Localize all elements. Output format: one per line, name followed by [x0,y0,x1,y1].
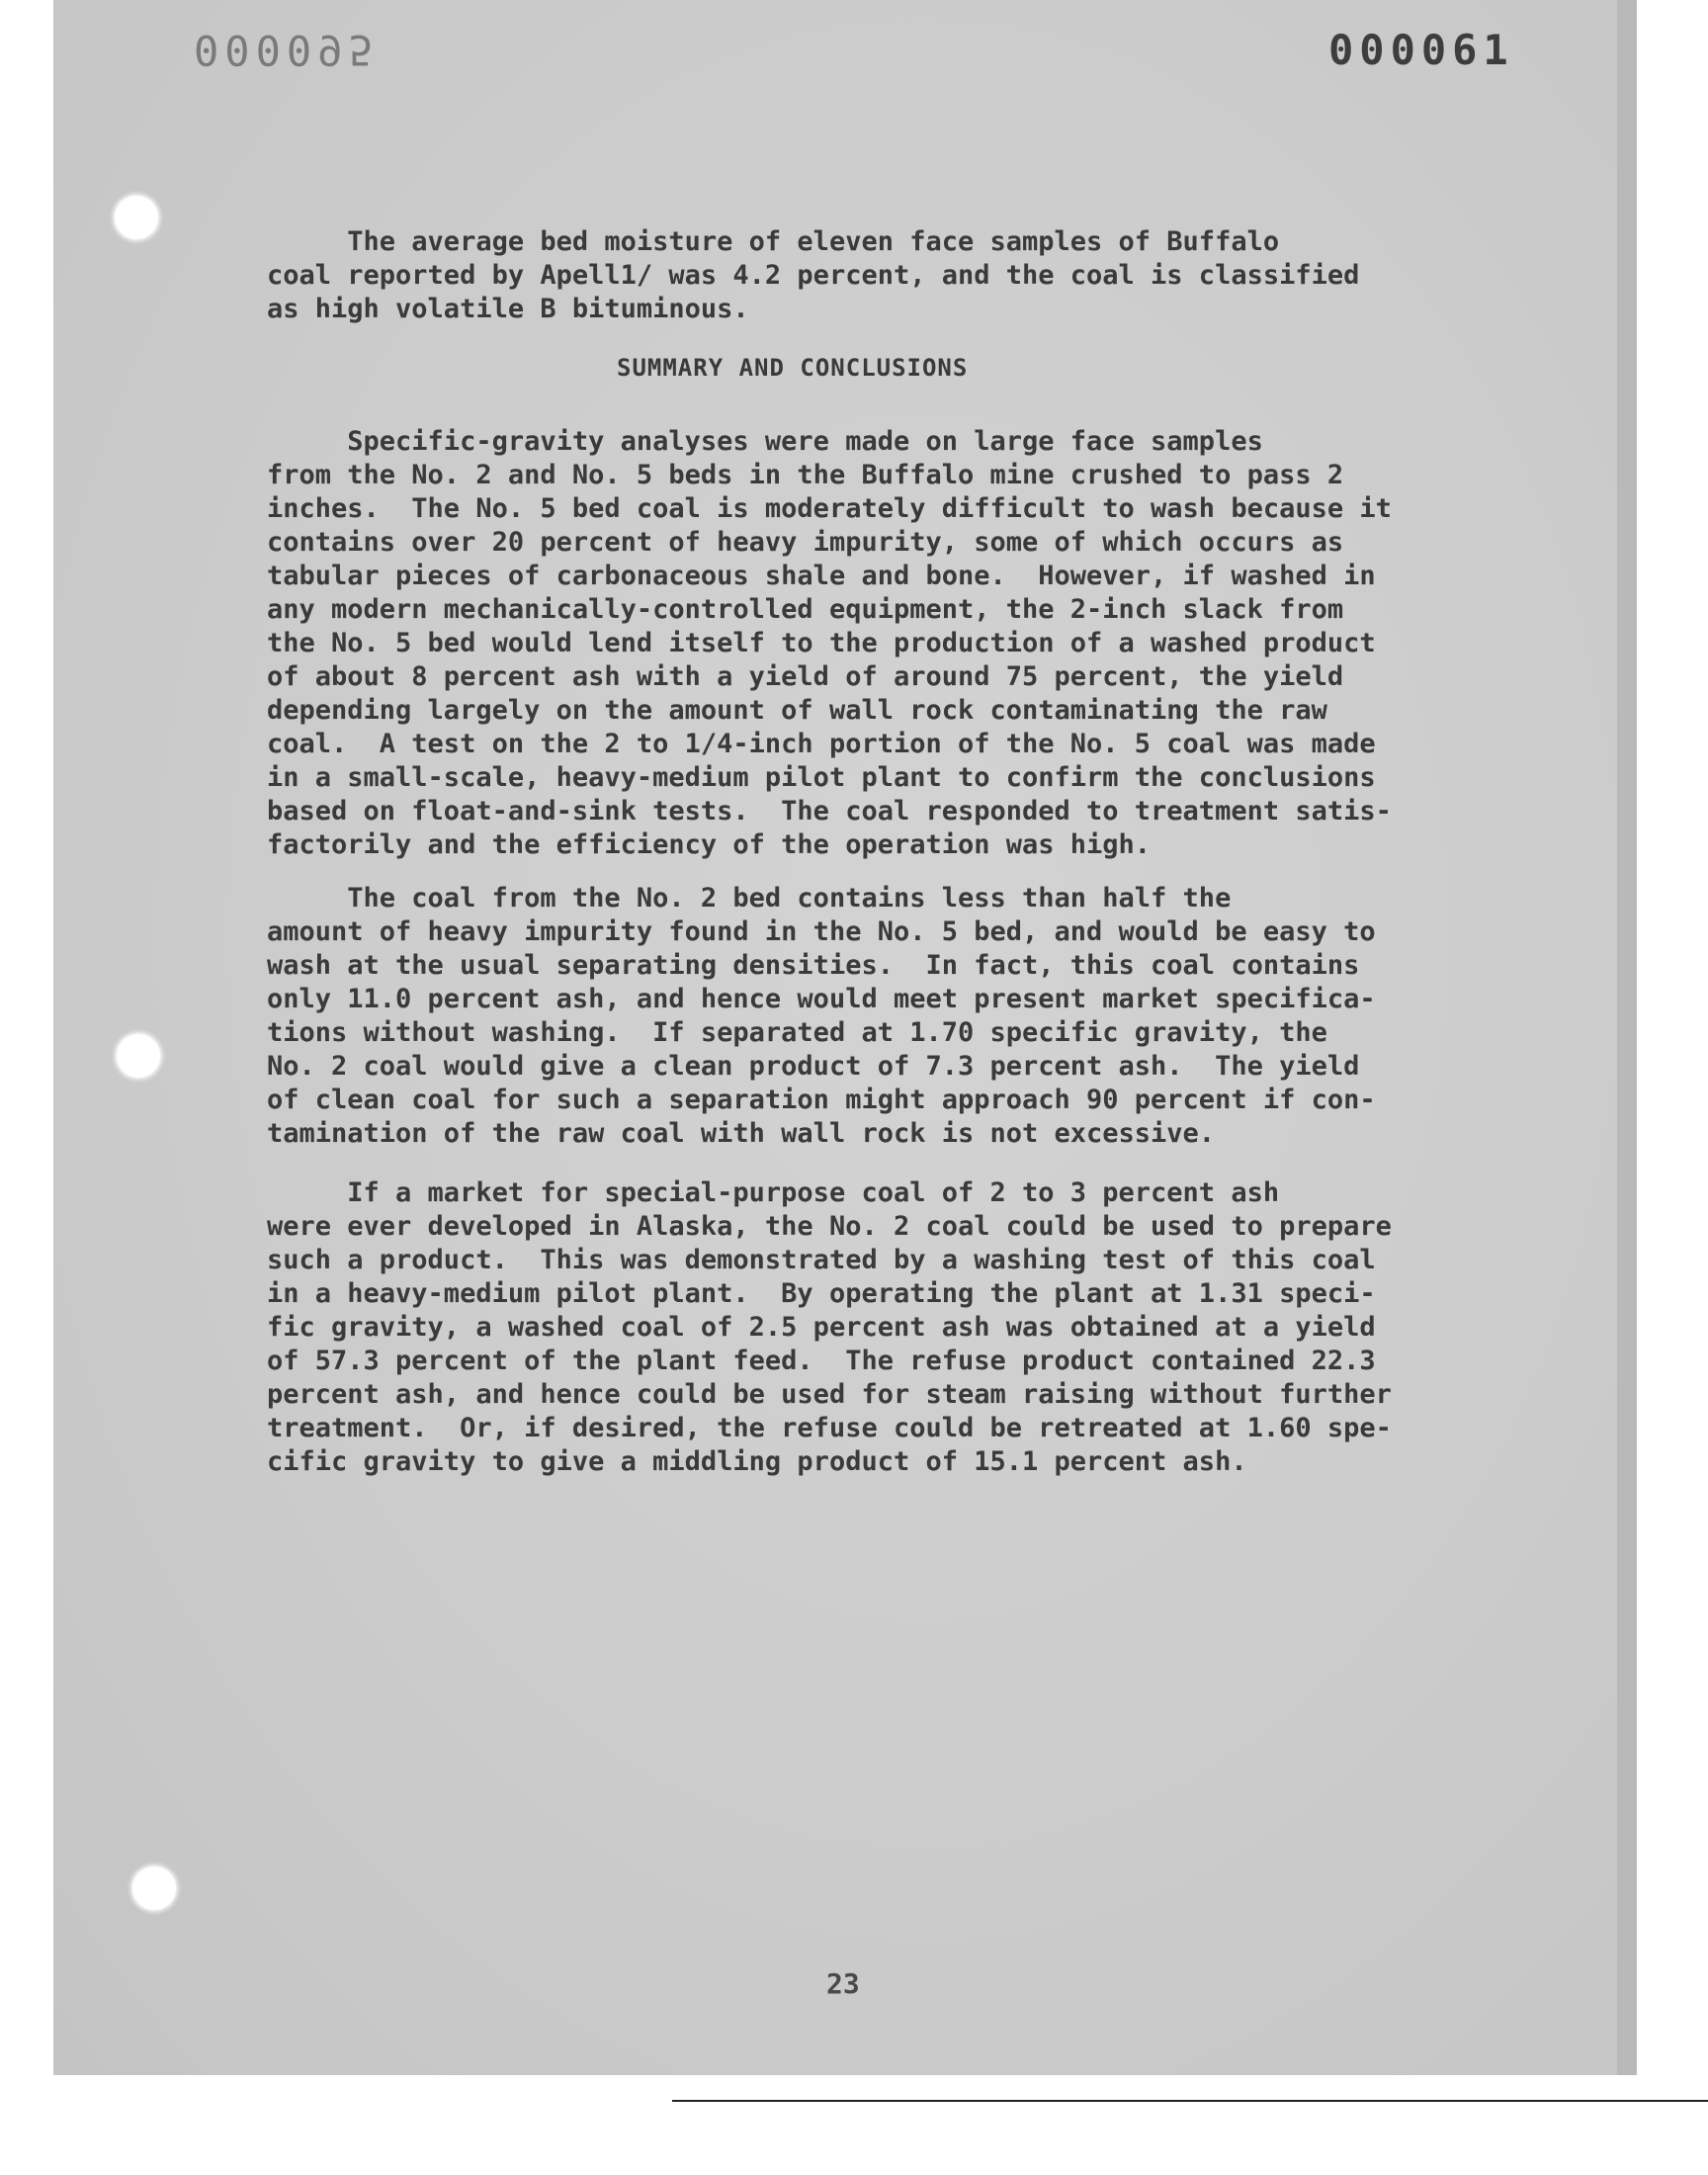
text-line: from the No. 2 and No. 5 beds in the Buffalo mine crushed to pass 2 [267,460,1344,490]
text-line: wash at the usual separating densities. In fact, this coal contains [267,950,1360,981]
intro-paragraph [267,225,1433,326]
paragraph-3 [267,1176,1433,1479]
text-line: percent ash, and hence could be used for steam raising without further [267,1379,1392,1410]
text-line: of about 8 percent ash with a yield of around 75 percent, the yield [267,661,1344,692]
text-line: coal reported by Apell1/ was 4.2 percent, and the coal is classified [267,260,1360,291]
text-line: cific gravity to give a middling product of 15.1 percent ash. [267,1446,1247,1477]
text-line: depending largely on the amount of wall rock contaminating the raw [267,695,1327,726]
section-heading: SUMMARY AND CONCLUSIONS [617,354,969,382]
paper-edge-shadow [1617,0,1637,2075]
text-line: based on float-and-sink tests. The coal responded to treatment satis- [267,796,1392,826]
text-line: The average bed moisture of eleven face samples of Buffalo [267,226,1280,257]
text-line: contains over 20 percent of heavy impurity, some of which occurs as [267,527,1344,558]
text-line: in a heavy-medium pilot plant. By operating the plant at 1.31 speci- [267,1278,1376,1309]
page-number: 23 [826,1967,860,2000]
text-line: Specific-gravity analyses were made on large face samples [267,426,1263,457]
text-line: The coal from the No. 2 bed contains less than half the [267,883,1232,914]
page-id-left: 000095 [194,26,380,74]
text-line: the No. 5 bed would lend itself to the production of a washed product [267,628,1376,658]
text-line: such a product. This was demonstrated by a washing test of this coal [267,1245,1376,1275]
text-line: If a market for special-purpose coal of 2 to 3 percent ash [267,1177,1280,1208]
paragraph-2 [267,882,1433,1151]
page-id-right: 000061 [1328,26,1514,74]
text-line: treatment. Or, if desired, the refuse could be retreated at 1.60 spe- [267,1413,1392,1443]
punch-hole-bottom [132,1867,176,1910]
text-line: tamination of the raw coal with wall rock is not excessive. [267,1118,1216,1149]
text-line: inches. The No. 5 bed coal is moderately difficult to wash because it [267,493,1392,524]
text-line: tions without washing. If separated at 1.70 specific gravity, the [267,1017,1327,1048]
paragraph-1 [267,425,1433,862]
text-line: amount of heavy impurity found in the No. 5 bed, and would be easy to [267,916,1376,947]
text-line: No. 2 coal would give a clean product of 7.3 percent ash. The yield [267,1051,1360,1082]
text-line: only 11.0 percent ash, and hence would meet present market specifica- [267,984,1376,1014]
punch-hole-top [115,196,158,239]
text-line: as high volatile B bituminous. [267,294,749,324]
punch-hole-middle [117,1034,160,1078]
scan-bottom-rule [672,2100,1708,2102]
text-line: tabular pieces of carbonaceous shale and bone. However, if washed in [267,561,1376,591]
text-line: any modern mechanically-controlled equipment, the 2-inch slack from [267,594,1344,625]
text-line: of 57.3 percent of the plant feed. The refuse product contained 22.3 [267,1346,1376,1376]
text-line: coal. A test on the 2 to 1/4-inch portion of the No. 5 coal was made [267,729,1376,759]
text-line: of clean coal for such a separation might approach 90 percent if con- [267,1085,1376,1115]
text-line: were ever developed in Alaska, the No. 2 coal could be used to prepare [267,1211,1392,1242]
text-line: factorily and the efficiency of the operation was high. [267,829,1152,860]
text-line: fic gravity, a washed coal of 2.5 percent ash was obtained at a yield [267,1312,1376,1343]
text-line: in a small-scale, heavy-medium pilot plant to confirm the conclusions [267,762,1376,793]
